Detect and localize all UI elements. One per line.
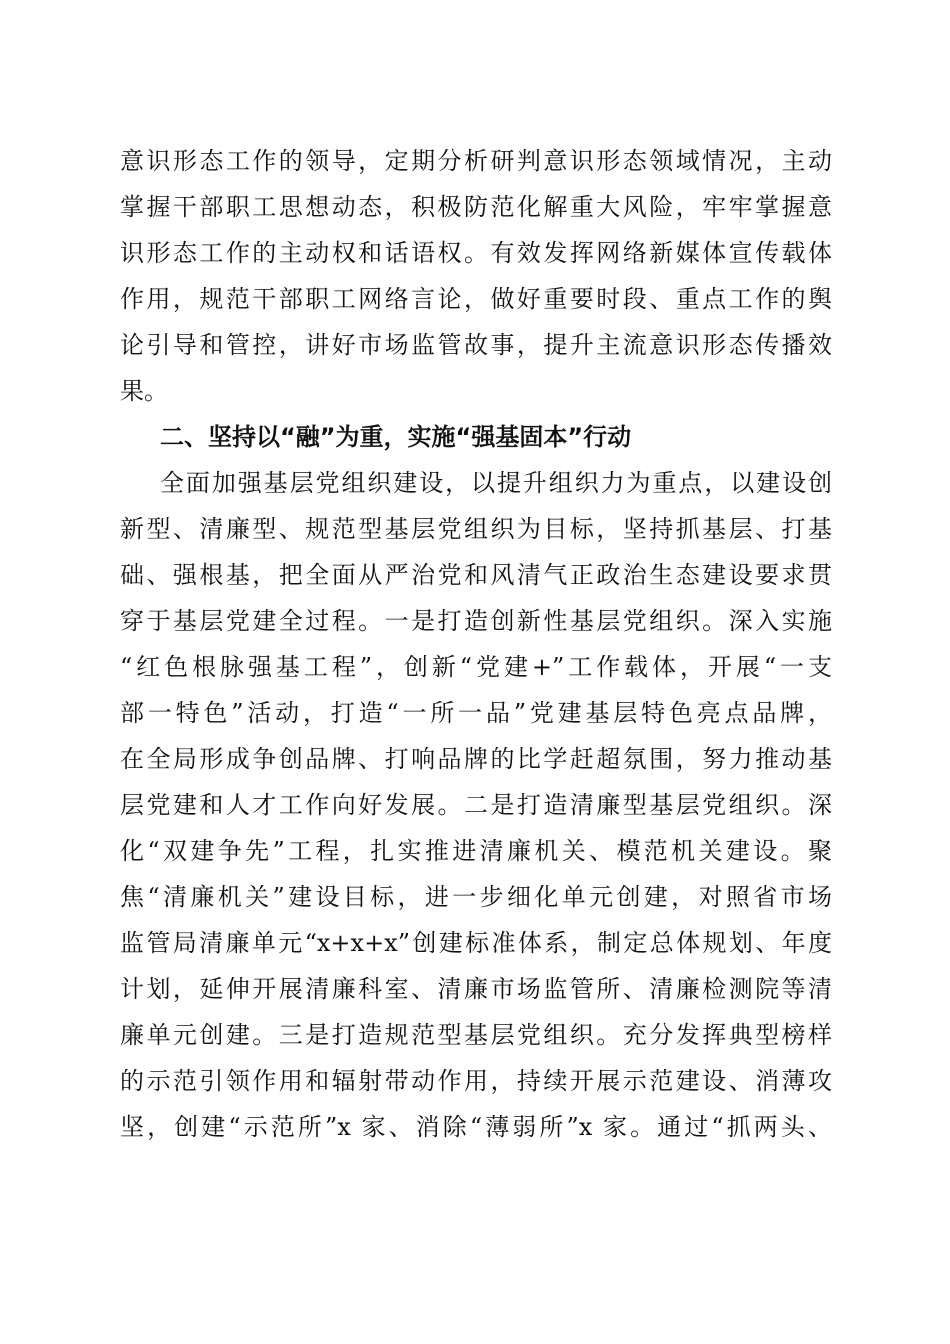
section-heading: 二、坚持以“融”为重，实施“强基固本”行动 (160, 423, 632, 451)
text-line: 化“双建争先”工程，扎实推进清廉机关、模范机关建设。聚 (120, 837, 832, 865)
text-line: 意识形态工作的领导，定期分析研判意识形态领域情况，主动 (120, 147, 832, 175)
text-line: 焦“清廉机关”建设目标，进一步细化单元创建，对照省市场 (120, 883, 832, 911)
text-line: 础、强根基，把全面从严治党和风清气正政治生态建设要求贯 (120, 561, 832, 589)
text-line: 果。 (120, 377, 168, 405)
text-line: 监管局清廉单元“x+x+x”创建标准体系，制定总体规划、年度 (120, 929, 832, 957)
text-line: 部一特色”活动，打造“一所一品”党建基层特色亮点品牌， (120, 699, 832, 727)
text-line: 识形态工作的主动权和话语权。有效发挥网络新媒体宣传载体 (120, 239, 832, 267)
text-line: 计划，延伸开展清廉科室、清廉市场监管所、清廉检测院等清 (120, 975, 832, 1003)
text-line: 在全局形成争创品牌、打响品牌的比学赶超氛围，努力推动基 (120, 745, 832, 773)
text-line: 论引导和管控，讲好市场监管故事，提升主流意识形态传播效 (120, 331, 832, 359)
text-line: 坚，创建“示范所”x 家、消除“薄弱所”x 家。通过“抓两头、 (120, 1113, 832, 1141)
text-line: 新型、清廉型、规范型基层党组织为目标，坚持抓基层、打基 (120, 515, 832, 543)
text-line: 的示范引领作用和辐射带动作用，持续开展示范建设、消薄攻 (120, 1067, 832, 1095)
text-line: 层党建和人才工作向好发展。二是打造清廉型基层党组织。深 (120, 791, 832, 819)
text-line: “红色根脉强基工程”，创新“党建+”工作载体，开展“一支 (120, 653, 832, 681)
text-line: 作用，规范干部职工网络言论，做好重要时段、重点工作的舆 (120, 285, 832, 313)
text-line: 廉单元创建。三是打造规范型基层党组织。充分发挥典型榜样 (120, 1021, 832, 1049)
text-line: 全面加强基层党组织建设，以提升组织力为重点，以建设创 (160, 469, 832, 497)
text-line: 穿于基层党建全过程。一是打造创新性基层党组织。深入实施 (120, 607, 832, 635)
text-line: 掌握干部职工思想动态，积极防范化解重大风险，牢牢掌握意 (120, 193, 832, 221)
